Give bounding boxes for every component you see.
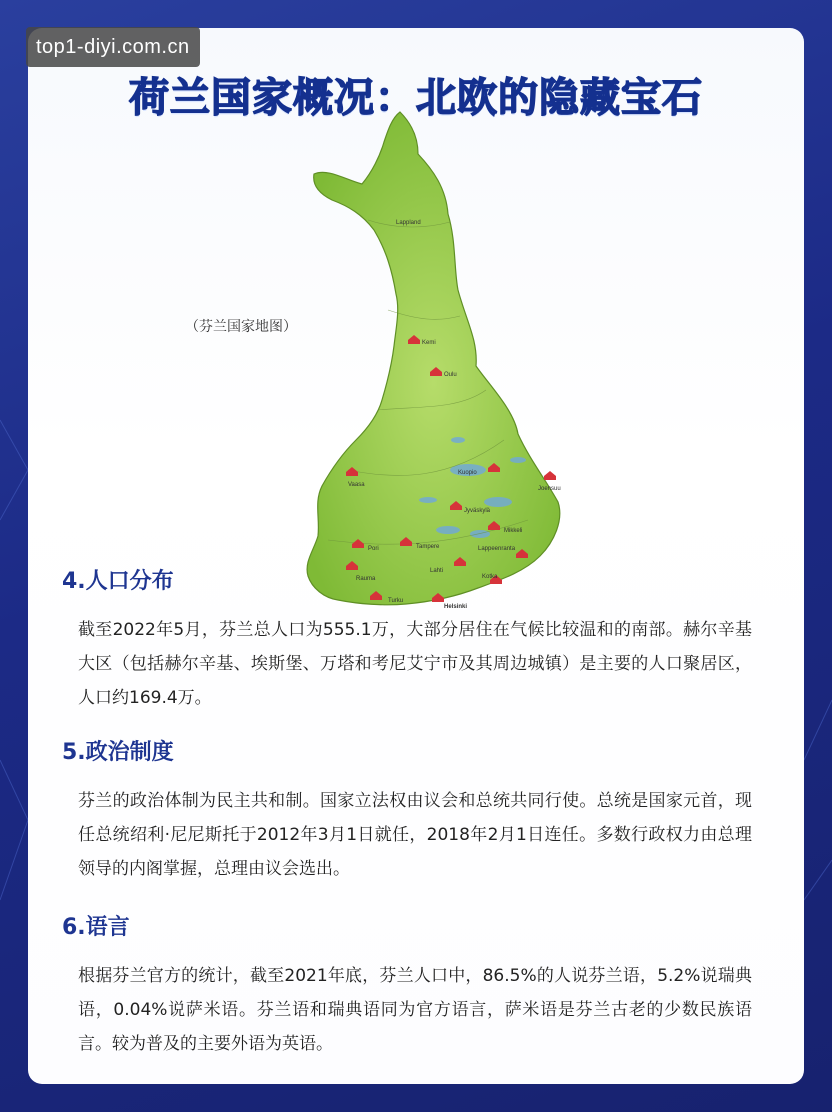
- svg-text:Turku: Turku: [388, 598, 404, 604]
- svg-text:Jyväskylä: Jyväskylä: [464, 508, 491, 514]
- svg-text:Mikkeli: Mikkeli: [504, 528, 523, 534]
- svg-text:Rauma: Rauma: [356, 576, 376, 582]
- map-caption: （芬兰国家地图）: [185, 319, 297, 335]
- section-heading: 4.人口分布: [62, 569, 174, 594]
- section-politics: [62, 735, 752, 886]
- svg-text:Kuopio: Kuopio: [458, 470, 477, 476]
- section-population: [62, 564, 752, 715]
- svg-text:Joensuu: Joensuu: [538, 486, 561, 492]
- svg-text:Vaasa: Vaasa: [348, 482, 365, 488]
- svg-text:Kemi: Kemi: [422, 340, 436, 346]
- svg-text:Pori: Pori: [368, 546, 379, 552]
- content-card: [28, 28, 804, 1084]
- page-title: 荷兰国家概况：北欧的隐藏宝石: [129, 75, 703, 121]
- section-language: [62, 910, 752, 1061]
- svg-text:Oulu: Oulu: [444, 372, 457, 378]
- section-heading: 5.政治制度: [62, 740, 174, 765]
- watermark: top1-diyi.com.cn: [26, 27, 200, 67]
- section-body: 芬兰的政治体制为民主共和制。国家立法权由议会和总统共同行使。总统是国家元首，现任总统绍利·尼尼斯托于2012年3月1日就任，2018年2月1日连任。多数行政权力由总理领导的内阁掌握，总理由议会选出。: [78, 791, 752, 879]
- svg-text:Kotka: Kotka: [482, 574, 498, 580]
- finland-map: [268, 110, 578, 610]
- svg-text:Lappeenranta: Lappeenranta: [478, 546, 516, 552]
- svg-text:Helsinki: Helsinki: [444, 604, 468, 610]
- region-label: Lappland: [396, 220, 421, 226]
- section-body: 根据芬兰官方的统计，截至2021年底，芬兰人口中，86.5%的人说芬兰语，5.2%说瑞典语，0.04%说萨米语。芬兰语和瑞典语同为官方语言，萨米语是芬兰古老的少数民族语言。较为普及的主要外语为英语。: [78, 966, 752, 1054]
- svg-text:Lahti: Lahti: [430, 568, 444, 574]
- section-body: 截至2022年5月，芬兰总人口为555.1万，大部分居住在气候比较温和的南部。赫尔辛基大区（包括赫尔辛基、埃斯堡、万塔和考尼艾宁市及其周边城镇）是主要的人口聚居区，人口约169.4万。: [78, 620, 752, 708]
- svg-text:Tampere: Tampere: [416, 544, 440, 550]
- section-heading: 6.语言: [62, 915, 130, 940]
